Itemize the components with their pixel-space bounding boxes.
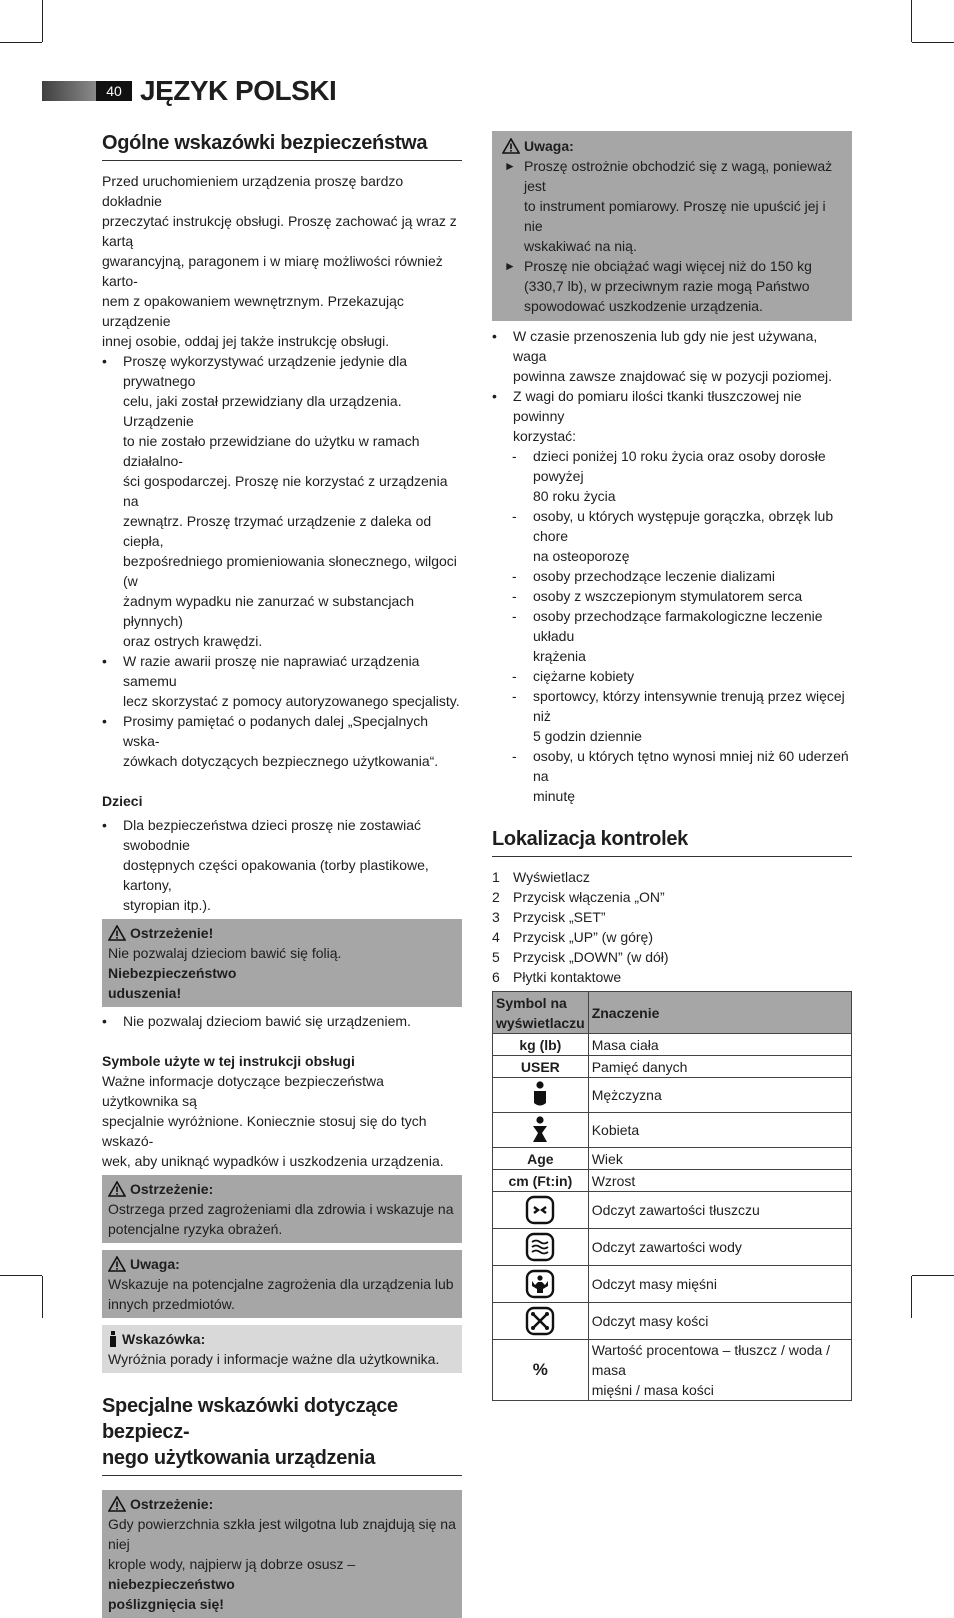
list-item [492, 907, 852, 927]
warning-title-text: Ostrzeżenie: [130, 1181, 214, 1197]
text-line: Przed uruchomieniem urządzenia proszę bardzo dokładnie [102, 173, 404, 209]
symbol-cell [493, 1229, 589, 1266]
warning-triangle-icon [108, 1181, 126, 1197]
info-icon [108, 1331, 118, 1347]
list-item [102, 1011, 462, 1031]
text-line: zówkach dotyczących bezpiecznego użytkowania“. [123, 753, 439, 769]
symbol-cell: cm (Ft:in) [493, 1170, 589, 1192]
warning-title-text: Ostrzeżenie: [130, 1496, 214, 1512]
table-header-cell: Znaczenie [588, 992, 851, 1034]
hint-title [108, 1329, 456, 1349]
symbol-cell: USER [493, 1056, 589, 1078]
text-line: korzystać: [513, 428, 577, 444]
controls-list [492, 867, 852, 987]
text-line: krążenia [533, 648, 586, 664]
text-line: minutę [533, 788, 576, 804]
text-line: styropian itp.). [123, 897, 211, 913]
warning-triangle-icon [108, 925, 126, 941]
item-number: 3 [492, 909, 500, 925]
text-line: - sportowcy, którzy intensywnie trenują przez więcej niż [533, 688, 845, 724]
symbol-cell [493, 1113, 589, 1148]
text-line: - osoby przechodzące leczenie dializami [533, 568, 776, 584]
crop-mark [0, 1275, 42, 1276]
table-row [493, 1303, 852, 1340]
table-row [493, 1034, 852, 1056]
item-number: 1 [492, 869, 500, 885]
symbol-cell [493, 1303, 589, 1340]
text-line: gwarancyjną, paragonem i w miarę możliwości również karto- [102, 253, 443, 289]
header-line: Symbol na [496, 994, 567, 1011]
caution-title [108, 1254, 456, 1274]
item-label: Przycisk włączenia „ON” [513, 889, 665, 905]
caution-title-text: Uwaga: [524, 138, 574, 154]
text-line: zewnątrz. Proszę trzymać urządzenie z daleka od ciepła, [123, 513, 432, 549]
section-heading [102, 1393, 462, 1476]
heading-line: nego użytkowania urządzenia [102, 1447, 376, 1469]
list-item [492, 386, 852, 446]
bold-text: uduszenia! [108, 985, 182, 1001]
header-bar [42, 81, 96, 101]
list-item [102, 711, 462, 771]
meaning-cell: Odczyt zawartości wody [588, 1229, 851, 1266]
text-line: żadnym wypadku nie zanurzać w substancjach płynnych) [123, 593, 415, 629]
crop-mark [912, 1275, 954, 1276]
right-column [492, 131, 852, 1401]
text-line: - osoby przechodzące farmakologiczne leczenie układu [533, 608, 823, 644]
meaning-cell: Wzrost [588, 1170, 851, 1192]
bold-text: poślizgnięcia się! [108, 1596, 224, 1612]
text-line: innych przedmiotów. [108, 1296, 235, 1312]
text-line: ► Proszę ostrożnie obchodzić się z wagą, ponieważ jest [524, 158, 833, 194]
item-label: Przycisk „UP” (w górę) [513, 929, 654, 945]
meaning-cell: Masa ciała [588, 1034, 851, 1056]
crop-mark [0, 42, 42, 43]
heading-line: Specjalne wskazówki dotyczące bezpiecz- [102, 1395, 398, 1443]
symbol-cell [493, 1192, 589, 1229]
table-row [493, 1229, 852, 1266]
left-column [102, 120, 462, 1618]
list-item [492, 867, 852, 887]
list-item [498, 256, 846, 316]
text-line: ► Proszę nie obciążać wagi więcej niż do 150 kg [524, 258, 812, 274]
hint-title-text: Wskazówka: [122, 1331, 206, 1347]
warning-title [108, 923, 456, 943]
meaning-cell: Mężczyzna [588, 1078, 851, 1113]
meaning-cell: Kobieta [588, 1113, 851, 1148]
text-line: na osteoporozę [533, 548, 630, 564]
header-line: wyświetlaczu [496, 1014, 585, 1031]
text-line: to instrument pomiarowy. Proszę nie upuścić jej i nie [524, 198, 826, 234]
section-heading: Ogólne wskazówki bezpieczeństwa [102, 130, 462, 161]
item-number: 4 [492, 929, 500, 945]
text-line: 80 roku życia [533, 488, 616, 504]
text-line: celu, jaki został przewidziany dla urządzenia. Urządzenie [123, 393, 402, 429]
table-row [493, 1113, 852, 1148]
list-item [492, 606, 852, 666]
body-fat-icon [525, 1195, 555, 1225]
text-line: potencjalne ryzyka obrażeń. [108, 1221, 283, 1237]
table-row [493, 1340, 852, 1401]
subheading: Dzieci [102, 793, 143, 809]
warning-title [108, 1494, 456, 1514]
page-number: 40 [96, 81, 132, 101]
text-line: Gdy powierzchnia szkła jest wilgotna lub znajdują się na niej [108, 1516, 456, 1552]
text-line: 5 godzin dziennie [533, 728, 642, 744]
list-item [492, 586, 852, 606]
hint-box [102, 1325, 462, 1373]
symbols-paragraph [102, 1071, 462, 1171]
muscle-mass-icon [525, 1269, 555, 1299]
caution-box [102, 1250, 462, 1318]
text-line: • Prosimy pamiętać o podanych dalej „Specjalnych wska- [123, 713, 429, 749]
text-line: nem z opakowaniem wewnętrznym. Przekazując urządzenie [102, 293, 404, 329]
list-item [492, 326, 852, 386]
table-row [493, 1056, 852, 1078]
text-line: Ważne informacje dotyczące bezpieczeństwa użytkownika są [102, 1073, 384, 1109]
warning-box [102, 1175, 462, 1243]
caution-title [498, 136, 846, 156]
text-line: (330,7 lb), w przeciwnym razie mogą Państwo [524, 278, 810, 294]
crop-mark [911, 1276, 912, 1318]
text-line: • Z wagi do pomiaru ilości tkanki tłuszczowej nie powinny [513, 388, 802, 424]
intro-paragraph [102, 171, 462, 351]
table-row [493, 1192, 852, 1229]
item-label: Wyświetlacz [513, 869, 590, 885]
text-line: wek, aby uniknąć wypadków i uszkodzenia urządzenia. [102, 1153, 444, 1169]
text-line: lecz skorzystać z pomocy autoryzowanego specjalisty. [123, 693, 460, 709]
symbol-cell: % [493, 1340, 589, 1401]
warning-triangle-icon [108, 1496, 126, 1512]
list-item [492, 887, 852, 907]
meaning-cell: Wiek [588, 1148, 851, 1170]
symbol-cell [493, 1266, 589, 1303]
body-water-icon [525, 1232, 555, 1262]
text-line: ści gospodarczej. Proszę nie korzystać z urządzenia na [123, 473, 448, 509]
table-header-cell [493, 992, 589, 1034]
list-item [102, 351, 462, 651]
text-line: spowodować uszkodzenie urządzenia. [524, 298, 763, 314]
bone-mass-icon [525, 1306, 555, 1336]
crop-mark [911, 0, 912, 42]
text-line: • W czasie przenoszenia lub gdy nie jest używana, waga [513, 328, 818, 364]
text-line: specjalnie wyróżnione. Koniecznie stosuj się do tych wskazó- [102, 1113, 427, 1149]
text-line: przeczytać instrukcję obsługi. Proszę zachować ją wraz z kartą [102, 213, 457, 249]
text-line: Wartość procentowa – tłuszcz / woda / masa [591, 1342, 831, 1378]
table-row [493, 1078, 852, 1113]
item-label: Przycisk „DOWN” (w dół) [513, 949, 669, 965]
warning-triangle-icon [108, 1256, 126, 1272]
text-line [108, 1554, 456, 1594]
meaning-cell: Pamięć danych [588, 1056, 851, 1078]
table-row [493, 1266, 852, 1303]
list-item [498, 156, 846, 256]
text-line: oraz ostrych krawędzi. [123, 633, 263, 649]
symbol-cell [493, 1078, 589, 1113]
text-line: Wyróżnia porady i informacje ważne dla użytkownika. [108, 1351, 440, 1367]
text-line: powinna zawsze znajdować się w pozycji poziomej. [513, 368, 833, 384]
text-line: • Dla bezpieczeństwa dzieci proszę nie zostawiać swobodnie [123, 817, 422, 853]
male-icon [531, 1081, 549, 1109]
list-item [492, 927, 852, 947]
text-line: to nie zostało przewidziane do użytku w ramach działalno- [123, 433, 420, 469]
item-number: 5 [492, 949, 500, 965]
list-item [492, 967, 852, 987]
item-label: Płytki kontaktowe [513, 969, 622, 985]
female-icon [531, 1116, 549, 1144]
text-span: krople wody, najpierw ją dobrze osusz – [108, 1556, 356, 1572]
table-header-row [493, 992, 852, 1034]
text-line: Ostrzega przed zagrożeniami dla zdrowia i wskazuje na [108, 1201, 454, 1217]
text-line: - dzieci poniżej 10 roku życia oraz osoby dorosłe powyżej [533, 448, 826, 484]
warning-text [108, 943, 456, 983]
text-line: wskakiwać na nią. [524, 238, 637, 254]
list-item [102, 651, 462, 711]
warning-title [108, 1179, 456, 1199]
table-row [493, 1148, 852, 1170]
item-number: 6 [492, 969, 500, 985]
text-line: innej osobie, oddaj jej także instrukcję obsługi. [102, 333, 390, 349]
warning-box [102, 1490, 462, 1618]
list-item [492, 746, 852, 806]
text-span: Nie pozwalaj dzieciom bawić się folią. [108, 945, 342, 961]
text-line: - osoby, u których występuje gorączka, obrzęk lub chore [533, 508, 834, 544]
text-line: mięśni / masa kości [591, 1382, 714, 1398]
meaning-cell: Odczyt zawartości tłuszczu [588, 1192, 851, 1229]
text-line: Wskazuje na potencjalne zagrożenia dla urządzenia lub [108, 1276, 454, 1292]
warning-title-text: Ostrzeżenie! [130, 925, 214, 941]
section-heading: Lokalizacja kontrolek [492, 826, 852, 857]
page-title: JĘZYK POLSKI [140, 75, 337, 106]
bold-text: niebezpieczeństwo [108, 1576, 235, 1592]
bold-text: Niebezpieczeństwo [108, 965, 237, 981]
caution-box [492, 131, 852, 321]
list-item [492, 686, 852, 746]
caution-title-text: Uwaga: [130, 1256, 180, 1272]
text-line: dostępnych części opakowania (torby plastikowe, kartony, [123, 857, 429, 893]
text-line: • Nie pozwalaj dzieciom bawić się urządzeniem. [123, 1013, 411, 1029]
list-item [492, 446, 852, 506]
list-item [492, 666, 852, 686]
crop-mark [42, 1276, 43, 1318]
list-item [102, 815, 462, 915]
meaning-cell: Odczyt masy kości [588, 1303, 851, 1340]
item-number: 2 [492, 889, 500, 905]
list-item [492, 506, 852, 566]
crop-mark [912, 42, 954, 43]
text-line: - ciężarne kobiety [533, 668, 635, 684]
table-row [493, 1170, 852, 1192]
subheading: Symbole użyte w tej instrukcji obsługi [102, 1053, 355, 1069]
crop-mark [42, 0, 43, 42]
warning-box [102, 919, 462, 1007]
text-line: bezpośredniego promieniowania słonecznego, wilgoci (w [123, 553, 457, 589]
warning-triangle-icon [502, 138, 520, 154]
item-label: Przycisk „SET” [513, 909, 606, 925]
list-item [492, 566, 852, 586]
meaning-cell: Odczyt masy mięśni [588, 1266, 851, 1303]
symbol-cell: Age [493, 1148, 589, 1170]
symbol-cell: kg (lb) [493, 1034, 589, 1056]
text-line: - osoby, u których tętno wynosi mniej niż 60 uderzeń na [533, 748, 849, 784]
text-line: • W razie awarii proszę nie naprawiać urządzenia samemu [123, 653, 420, 689]
text-line: • Proszę wykorzystywać urządzenie jedynie dla prywatnego [123, 353, 408, 389]
text-line: - osoby z wszczepionym stymulatorem serca [533, 588, 803, 604]
list-item [492, 947, 852, 967]
symbols-table [492, 991, 852, 1401]
meaning-cell [588, 1340, 851, 1401]
